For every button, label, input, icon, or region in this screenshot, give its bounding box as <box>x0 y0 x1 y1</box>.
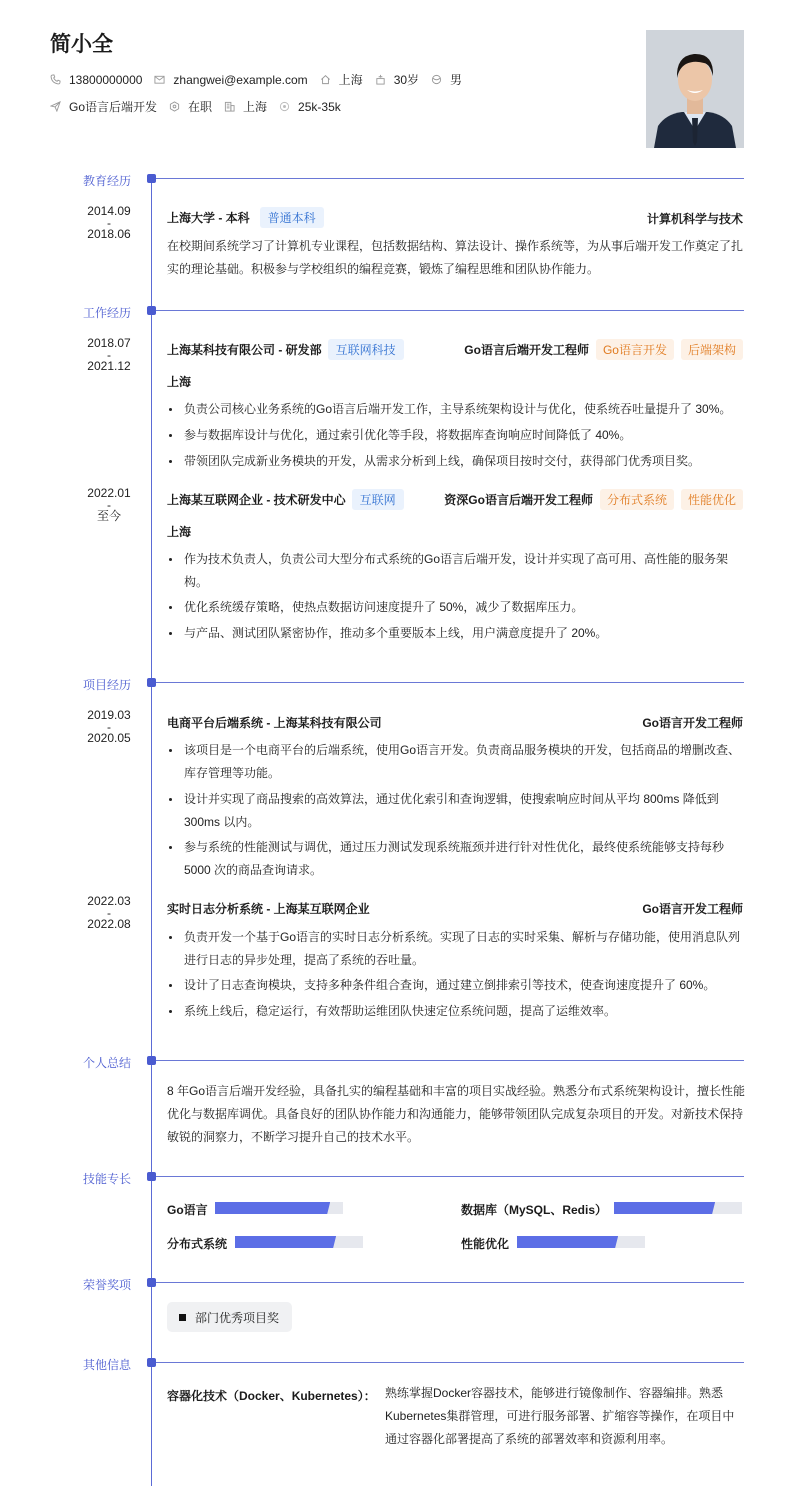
section-divider <box>156 682 744 683</box>
date-separator: - <box>107 347 111 362</box>
education-school-line <box>167 207 324 228</box>
work-skill-tag: 性能优化 <box>681 489 743 510</box>
date-end: 2022.08 <box>87 917 131 931</box>
project-name: 电商平台后端系统 - 上海某科技有限公司 <box>167 716 382 730</box>
target-city-text: 上海 <box>243 100 268 114</box>
work-role-line <box>464 339 743 360</box>
skill-bar-fill <box>215 1202 330 1214</box>
position-item <box>50 98 157 115</box>
award-bullet-icon <box>179 1314 186 1321</box>
work-bullet: 负责公司核心业务系统的Go语言后端开发工作，主导系统架构设计与优化，使系统吞吐量提升了 30%。 <box>167 398 742 421</box>
work-bullet: 带领团队完成新业务模块的开发，从需求分析到上线，确保项目按时交付，获得部门优秀项目奖。 <box>167 450 742 473</box>
skill-bar-fill <box>517 1236 618 1248</box>
work-city: 上海 <box>167 525 192 539</box>
phone-text: 13800000000 <box>69 72 143 87</box>
date-end: 2018.06 <box>87 227 131 241</box>
skill-bar <box>215 1202 343 1214</box>
work-company: 上海某互联网企业 - 技术研发中心 <box>167 493 346 507</box>
education-description: 在校期间系统学习了计算机专业课程，包括数据结构、算法设计、操作系统等，为从事后端开发工作奠定了扎实的理论基础。积极参与学校组织的编程竞赛，锻炼了编程思维和团队协作能力。 <box>167 239 744 276</box>
education-major: 计算机科学与技术 <box>646 212 743 226</box>
project-role: Go语言开发工程师 <box>642 716 743 730</box>
section-marker <box>147 306 156 315</box>
section-marker <box>147 1278 156 1287</box>
work-role: 资深Go语言后端开发工程师 <box>444 493 593 507</box>
section-marker <box>147 1172 156 1181</box>
work-role-line <box>444 489 743 510</box>
date-separator: - <box>107 497 111 512</box>
section-divider <box>156 178 744 179</box>
mail-icon <box>154 74 165 85</box>
gender-item <box>431 71 462 88</box>
project-bullet: 设计了日志查询模块，支持多种条件组合查询，通过建立倒排索引等技术，使查询速度提升了 60%。 <box>167 974 742 997</box>
skill-name: 数据库（MySQL、Redis） <box>461 1203 608 1217</box>
skill-bar <box>235 1236 363 1248</box>
education-date <box>78 206 140 241</box>
section-marker <box>147 1358 156 1367</box>
date-start: 2014.09 <box>87 204 131 218</box>
education-type-tag: 普通本科 <box>260 207 324 228</box>
work-bullet: 参与数据库设计与优化，通过索引优化等手段，将数据库查询响应时间降低了 40%。 <box>167 424 742 447</box>
date-end: 至今 <box>96 509 121 523</box>
phone-icon <box>50 74 61 85</box>
date-start: 2022.03 <box>87 894 131 908</box>
summary-text: 8 年Go语言后端开发经验，具备扎实的编程基础和丰富的项目实战经验。熟悉分布式系统架构设计，擅长性能优化与数据库调优。具备良好的团队协作能力和沟通能力，能够带领团队完成复杂项目的开发。对新技术保持敏锐的洞察力，不断学习提升自己的技术水平。 <box>167 1084 746 1144</box>
other-text: 熟练掌握Docker容器技术，能够进行镜像制作、容器编排。熟悉Kubernetes集群管理，可进行服务部署、扩缩容等操作，在项目中通过容器化部署提高了系统的部署效率和资源利用率。 <box>385 1386 735 1446</box>
skill-name: 分布式系统 <box>167 1237 228 1251</box>
work-date <box>78 338 140 373</box>
date-separator: - <box>107 905 111 920</box>
section-marker <box>147 174 156 183</box>
work-bullet: 与产品、测试团队紧密协作，推动多个重要版本上线，用户满意度提升了 20%。 <box>167 622 742 645</box>
date-start: 2018.07 <box>87 336 131 350</box>
date-start: 2022.01 <box>87 486 131 500</box>
section-divider <box>156 1176 744 1177</box>
work-skill-tag: 后端架构 <box>681 339 743 360</box>
salary-item <box>279 100 341 114</box>
timeline-axis <box>151 178 152 1486</box>
phone-item <box>50 73 142 87</box>
education-school: 上海大学 - 本科 <box>167 211 250 225</box>
award-text: 部门优秀项目奖 <box>195 1310 280 1325</box>
section-divider <box>156 1362 744 1363</box>
profile-photo-illustration <box>646 30 744 148</box>
gender-text: 男 <box>450 73 463 87</box>
date-separator: - <box>107 215 111 230</box>
job-intent-row <box>50 98 353 115</box>
section-title-education: 教育经历 <box>83 174 132 188</box>
project-name: 实时日志分析系统 - 上海某互联网企业 <box>167 902 370 916</box>
project-bullet: 负责开发一个基于Go语言的实时日志分析系统。实现了日志的实时采集、解析与存储功能，使用消息队列进行日志的异步处理，提高了系统的吞吐量。 <box>167 926 742 972</box>
section-title-summary: 个人总结 <box>83 1056 132 1070</box>
skill-bar <box>517 1236 645 1248</box>
project-bullet: 该项目是一个电商平台的后端系统，使用Go语言开发。负责商品服务模块的开发，包括商品的增删改查、库存管理等功能。 <box>167 739 742 785</box>
project-role: Go语言开发工程师 <box>642 902 743 916</box>
position-text: Go语言后端开发 <box>69 100 158 114</box>
skill-name: 性能优化 <box>461 1237 510 1251</box>
work-company-line <box>167 339 404 360</box>
salary-text: 25k-35k <box>298 99 341 114</box>
work-company: 上海某科技有限公司 - 研发部 <box>167 343 322 357</box>
date-end: 2021.12 <box>87 359 131 373</box>
section-title-awards: 荣誉奖项 <box>83 1278 132 1292</box>
section-divider <box>156 1060 744 1061</box>
age-text: 30岁 <box>393 73 420 87</box>
date-start: 2019.03 <box>87 708 131 722</box>
section-title-projects: 项目经历 <box>83 678 132 692</box>
email-text: zhangwei@example.com <box>173 72 308 87</box>
work-company-line <box>167 489 404 510</box>
work-skill-tag: 分布式系统 <box>600 489 674 510</box>
project-bullet: 参与系统的性能测试与调优，通过压力测试发现系统瓶颈并进行针对性优化，最终使系统能够支持每秒 5000 次的商品查询请求。 <box>167 836 742 882</box>
status-icon <box>169 101 180 112</box>
work-city: 上海 <box>167 375 192 389</box>
project-date <box>78 710 140 745</box>
contact-row <box>50 71 474 88</box>
skill-bar-fill <box>235 1236 336 1248</box>
email-item <box>154 73 307 87</box>
location-text: 上海 <box>338 73 363 87</box>
send-icon <box>50 101 61 112</box>
section-marker <box>147 678 156 687</box>
work-industry-tag: 互联网科技 <box>328 339 404 360</box>
skill-bar-fill <box>614 1202 715 1214</box>
work-bullet: 作为技术负责人，负责公司大型分布式系统的Go语言后端开发，设计并实现了高可用、高性能的服务架构。 <box>167 548 742 594</box>
work-industry-tag: 互联网 <box>352 489 404 510</box>
location-item <box>320 71 363 88</box>
work-date <box>78 488 140 523</box>
building-icon <box>224 101 235 112</box>
skill-bar <box>614 1202 742 1214</box>
target-city-item <box>224 98 267 115</box>
section-title-skills: 技能专长 <box>83 1172 132 1186</box>
skill-name: Go语言 <box>167 1203 208 1217</box>
date-separator: - <box>107 719 111 734</box>
salary-icon <box>279 101 290 112</box>
home-icon <box>320 74 331 85</box>
project-bullet: 设计并实现了商品搜索的高效算法，通过优化索引和查询逻辑，使搜索响应时间从平均 800ms 降低到 300ms 以内。 <box>167 788 742 834</box>
work-skill-tag: Go语言开发 <box>596 339 674 360</box>
section-title-other: 其他信息 <box>83 1358 132 1372</box>
status-text: 在职 <box>188 100 213 114</box>
section-divider <box>156 1282 744 1283</box>
gender-icon <box>431 74 442 85</box>
other-label: 容器化技术（Docker、Kubernetes）： <box>167 1389 376 1403</box>
project-date <box>78 896 140 931</box>
award-chip <box>167 1302 292 1332</box>
work-role: Go语言后端开发工程师 <box>464 343 589 357</box>
date-end: 2020.05 <box>87 731 131 745</box>
section-divider <box>156 310 744 311</box>
age-item <box>375 71 419 88</box>
project-bullet: 系统上线后，稳定运行，有效帮助运维团队快速定位系统问题，提高了运维效率。 <box>167 1000 742 1023</box>
candidate-name: 简小全 <box>50 33 113 56</box>
profile-photo <box>646 30 744 148</box>
section-marker <box>147 1056 156 1065</box>
section-title-work: 工作经历 <box>83 306 132 320</box>
work-bullet: 优化系统缓存策略，使热点数据访问速度提升了 50%，减少了数据库压力。 <box>167 596 742 619</box>
status-item <box>169 98 212 115</box>
age-icon <box>375 74 386 85</box>
